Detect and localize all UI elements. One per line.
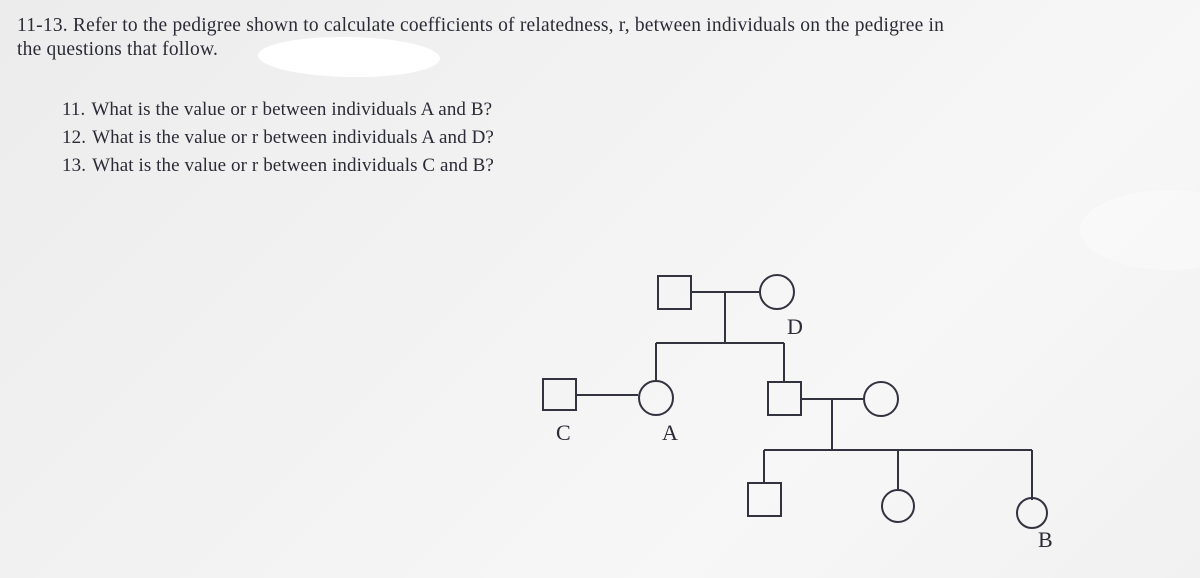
individual-c-square [543,379,576,410]
question-text: What is the value or r between individuals A and B? [91,99,493,120]
intro-line-2: the questions that follow. [17,39,219,60]
label-c: C [556,420,571,445]
sibling-spouse-circle [864,382,898,416]
question-number: 13. [62,155,87,176]
label-d: D [787,314,803,339]
gen3-daughter-circle [882,490,914,522]
question-number: 12. [62,127,87,148]
gen3-son-square [748,483,781,516]
individual-a-circle [639,381,673,415]
sibling-male-square [768,382,801,415]
individual-b-circle [1017,498,1047,528]
question-number: 11. [62,99,86,120]
question-text: What is the value or r between individuals C and B? [92,155,494,176]
grandmother-circle [760,275,794,309]
question-text: What is the value or r between individuals A and D? [92,127,494,148]
label-a: A [662,420,678,445]
intro-line-1: 11-13. Refer to the pedigree shown to calculate coefficients of relatedness, r, between individuals on the pedigree in [17,15,945,36]
grandfather-square [658,276,691,309]
label-b: B [1038,527,1053,552]
